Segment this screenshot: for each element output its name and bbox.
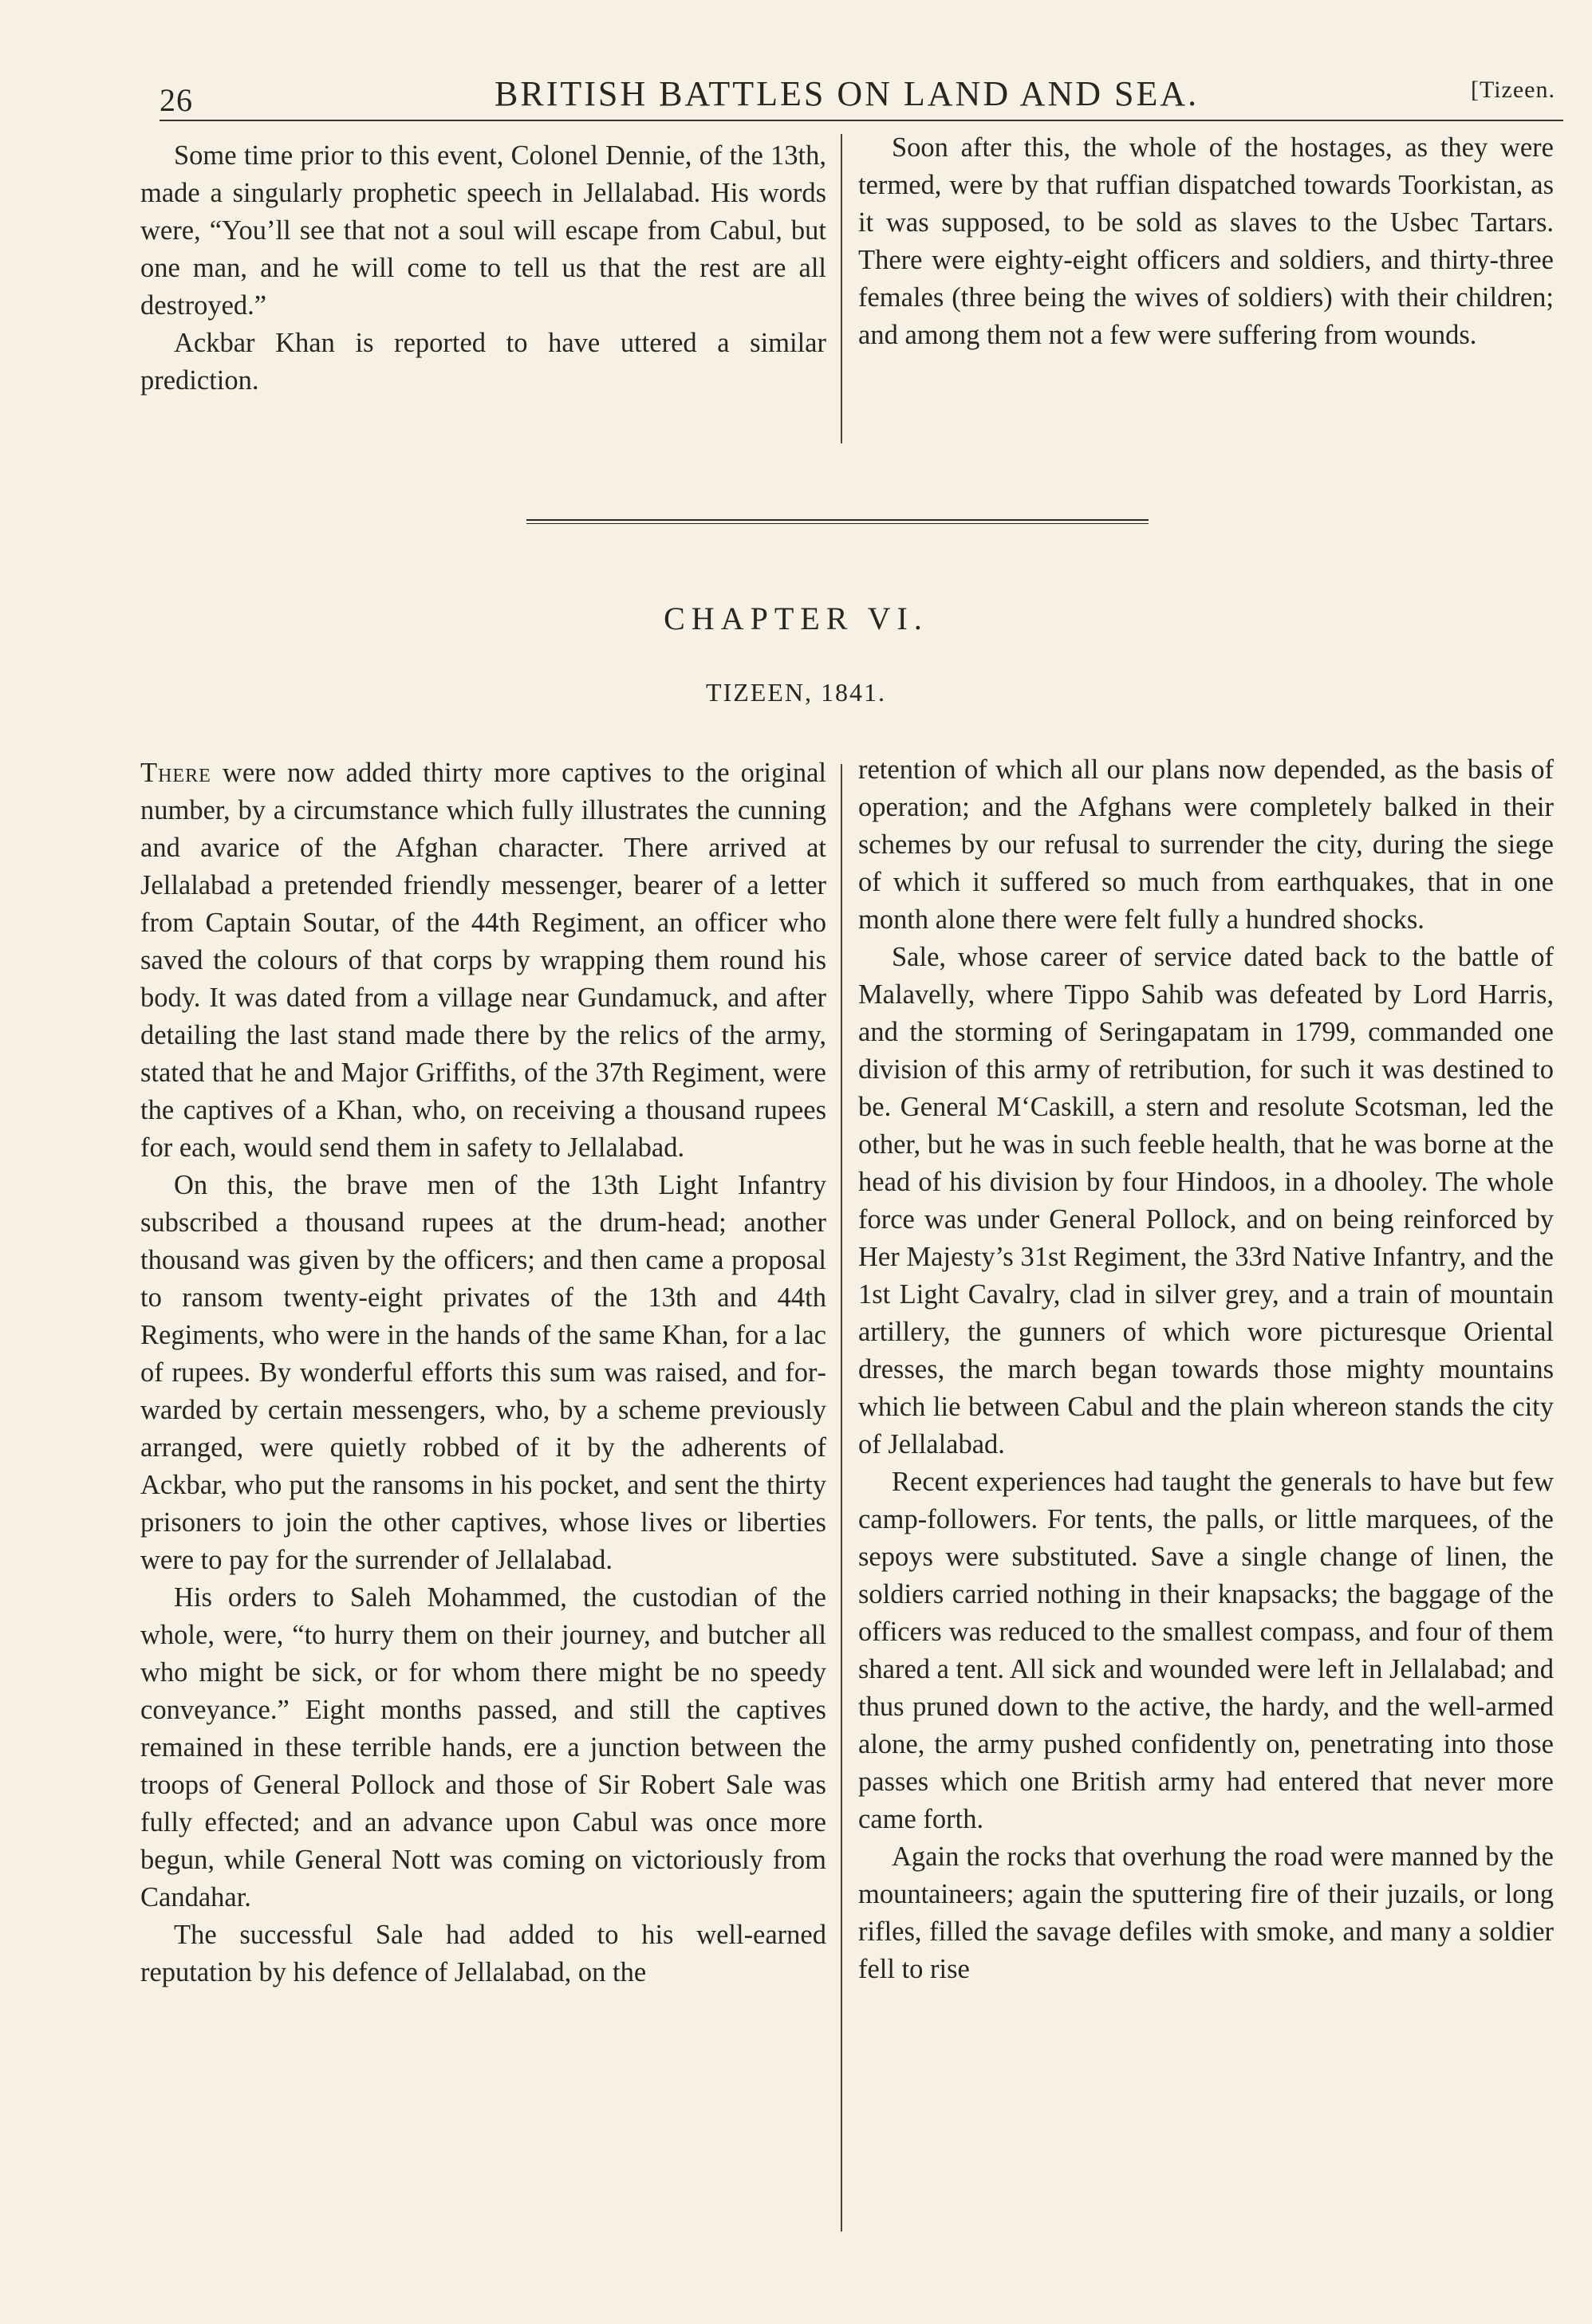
page-number: 26 [160,82,193,118]
top-left-column [140,137,826,400]
chapter-subheading: TIZEEN, 1841. [706,678,886,707]
body-right-column [858,751,1554,1988]
header-rule [160,120,1563,121]
drop-word: There [140,758,211,788]
paragraph: His orders to Saleh Mohammed, the custodian of the whole, were, “to hurry them on their journey, and butcher all who might be sick, or for whom there might be no speedy conveyance.” Eight months passed, and still the captives remained in these terrible hands, ere a junction between the troops of General Pollock and those of Sir Robert Sale was fully effected; and an advance upon Cabul was once more begun, while General Nott was coming on victoriously from Candahar. [140,1582,826,1912]
paragraph-text: were now added thirty more captives to the original number, by a circumstance which fully illustrates the cunning and avarice of the Afghan character. There arrived at Jellalabad a pretended friendly messenger, bearer of a letter from Captain Soutar, of the 44th Regiment, an officer who saved the colours of that corps by wrapping them round his body. It was dated from a village near Gundamuck, and after detailing the last stand made there by the relics of the army, stated that he and Major Griffiths, of the 37th Regiment, were the captives of a Khan, who, on receiving a thousand rupees for each, would send them in safety to Jellalabad. [140,758,826,1163]
paragraph: Recent experiences had taught the generals to have but few camp-followers. For tents, the palls, or little marquees, of the sepoys were substituted. Save a single change of linen, the soldiers carried nothing in their knapsacks; the baggage of the officers was reduced to the smallest compass, and four of them shared a tent. All sick and wounded were left in Jellalabad; and thus pruned down to the active, the hardy, and the well-armed alone, the army pushed confidently on, penetrating into those passes which one British army had entered that never more came forth. [858,1467,1554,1834]
paragraph: The successful Sale had added to his well-earned reputation by his defence of Jellalabad, on the [140,1920,826,1987]
chapter-rule [526,519,1149,524]
chapter-heading: CHAPTER VI. [664,601,928,636]
top-right-column [858,129,1554,354]
section-tag: [Tizeen. [1470,77,1555,103]
paragraph: Ackbar Khan is reported to have uttered a similar prediction. [140,328,826,396]
paragraph: Sale, whose career of service dated back to the battle of Malavelly, where Tippo Sahib was defeated by Lord Harris, and the storming of Seringapatam in 1799, commanded one division of this army of retribution, for such it was destined to be. General M‘Caskill, a stern and resolute Scotsman, led the other, but he was in such feeble health, that he was borne at the head of his division by four Hindoos, in a dhooley. The whole force was under General Pollock, and on being reinforced by Her Majesty’s 31st Regiment, the 33rd Native Infantry, and the 1st Light Cavalry, clad in silver grey, and a train of mountain artillery, the gunners of which wore picturesque Oriental dresses, the march began towards those mighty mountains which lie between Cabul and the plain whereon stands the city of Jellalabad. [858,942,1554,1459]
column-divider [841,764,842,2231]
paragraph [140,754,826,1167]
running-head: BRITISH BATTLES ON LAND AND SEA. [495,74,1200,113]
column-divider [841,134,842,443]
paragraph: Soon after this, the whole of the hostages, as they were termed, were by that ruffian dispatched towards Toorkistan, as it was supposed, to be sold as slaves to the Usbec Tartars. There were eighty-eight officers and soldiers, and thirty-three females (three being the wives of soldiers) with their children; and among them not a few were suffering from wounds. [858,132,1554,350]
page-header [160,73,1563,121]
paragraph: Some time prior to this event, Colonel Dennie, of the 13th, made a singularly prophetic speech in Jellalabad. His words were, “You’ll see that not a soul will escape from Cabul, but one man, and he will come to tell us that the rest are all destroyed.” [140,140,826,321]
paragraph: On this, the brave men of the 13th Light Infantry subscribed a thousand rupees at the drum-head; another thousand was given by the officers; and then came a proposal to ransom twenty-eight privates of the 13th and 44th Regiments, who were in the hands of the same Khan, for a lac of rupees. By wonderful efforts this sum was raised, and forwarded by certain messengers, who, by a scheme previously arranged, were quietly robbed of it by the adherents of Ackbar, who put the ransoms in his pocket, and sent the thirty prisoners to join the other captives, whose lives or liberties were to pay for the surrender of Jellalabad. [140,1170,826,1575]
body-left-column [140,754,826,1991]
paragraph: Again the rocks that overhung the road were manned by the mountaineers; again the sputtering fire of their juzails, or long rifles, filled the savage defiles with smoke, and many a soldier fell to rise [858,1841,1554,1984]
paragraph: retention of which all our plans now depended, as the basis of operation; and the Afghans were completely balked in their schemes by our refusal to surrender the city, during the siege of which it suffered so much from earthquakes, that in one month alone there were felt fully a hundred shocks. [858,754,1554,935]
